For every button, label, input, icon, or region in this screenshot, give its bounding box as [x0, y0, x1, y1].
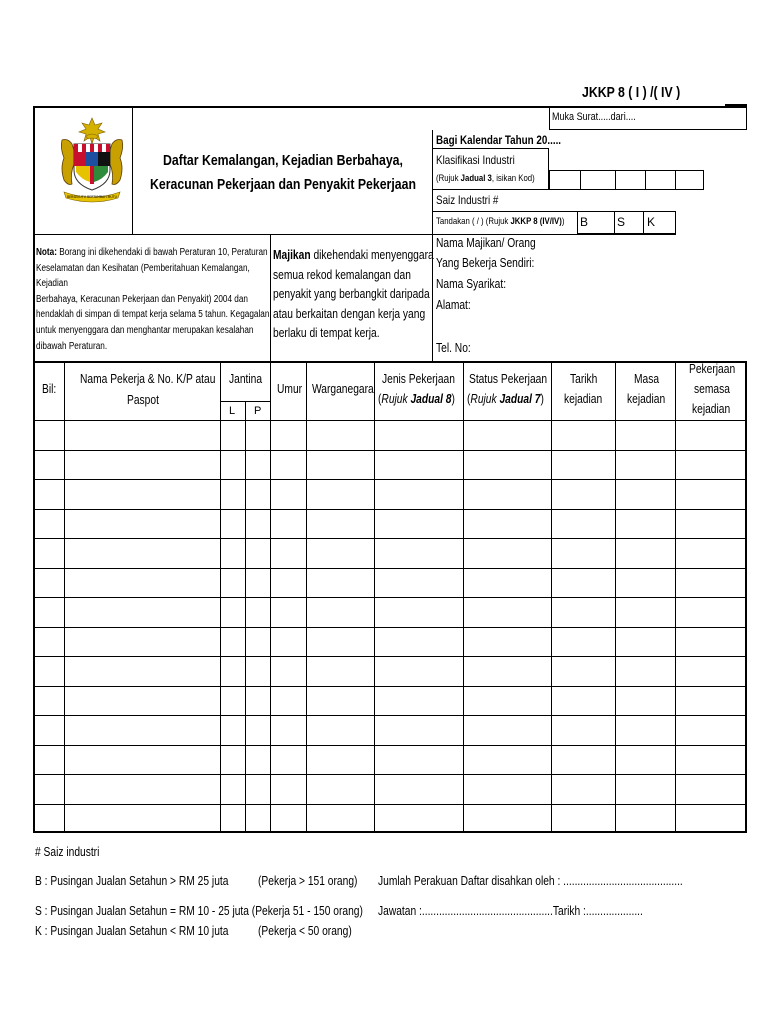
footer-jawatan: Jawatan :..............................................Tarikh :....................	[378, 904, 643, 918]
col-nama-2: Paspot	[127, 393, 159, 407]
size-code-field[interactable]	[577, 211, 676, 234]
col-bil: Bil:	[42, 382, 57, 396]
col-jantina: Jantina	[229, 372, 263, 386]
table-row	[33, 538, 747, 539]
majikan-line-2: semua rekod kemalangan dan	[273, 267, 411, 282]
col-pekerjaan-1: Pekerjaan	[689, 362, 736, 376]
form-code: JKKP 8 ( I ) /( IV )	[582, 84, 681, 101]
footer-heading: # Saiz industri	[35, 845, 100, 859]
table-row	[33, 745, 747, 746]
size-code-k: K	[647, 215, 656, 229]
title-bottom-line	[33, 234, 432, 235]
nama-syarikat-label: Nama Syarikat:	[436, 277, 507, 291]
col-jantina-p: P	[254, 405, 262, 417]
muka-surat-text: Muka Surat.....dari....	[552, 111, 636, 123]
bagi-kalendar: Bagi Kalendar Tahun 20.....	[436, 133, 562, 147]
table-row	[33, 568, 747, 569]
klasifikasi-note: (Rujuk Jadual 3, isikan Kod)	[436, 173, 535, 184]
nota-line-5: untuk menyenggara dan menghantar merupakan kesalahan	[36, 324, 254, 336]
col-jenis-1: Jenis Pekerjaan	[382, 372, 455, 386]
klasifikasi-label: Klasifikasi Industri	[436, 153, 515, 167]
col-umur: Umur	[277, 382, 303, 396]
nota-line-4: hendaklah di simpan di tempat kerja selama 5 tahun. Kegagalan	[36, 309, 270, 321]
rule	[615, 170, 616, 190]
table-row	[33, 774, 747, 775]
col-pekerjaan-2: semasa	[694, 382, 730, 396]
nota-line-2: Keselamatan dan Kesihatan (Pemberitahuan Kemalangan, Kejadian	[36, 262, 250, 290]
majikan-line-5: berlaku di tempat kerja.	[273, 326, 380, 340]
table-row	[33, 450, 747, 451]
text: dikehendaki menyenggara	[310, 248, 434, 262]
size-code-s: S	[617, 215, 626, 229]
klasifikasi-code-field[interactable]	[549, 170, 704, 190]
rule	[645, 170, 646, 190]
table-row	[33, 479, 747, 480]
rule	[33, 420, 747, 421]
table-row	[33, 686, 747, 687]
nota-block	[36, 245, 274, 354]
footer-s-line: S : Pusingan Jualan Setahun = RM 10 - 25 juta (Pekerja 51 - 150 orang)	[35, 904, 363, 918]
table-row	[33, 715, 747, 716]
nota-line-6: dibawah Peraturan.	[36, 340, 108, 352]
majikan-line-4: atau berkaitan dengan kerja yang	[273, 306, 426, 321]
col-nama-1: Nama Pekerja & No. K/P atau	[80, 372, 216, 386]
text: Borang ini dikehendaki di bawah Peraturan 10, Peraturan	[56, 247, 268, 258]
crest-divider	[132, 106, 133, 234]
crest-motto: BERSEKUTU BERTAMBAH MUTU	[66, 195, 118, 199]
col-status-2: (Rujuk Jadual 7)	[467, 392, 544, 406]
col-tarikh-1: Tarikh	[570, 372, 598, 386]
table-row	[33, 627, 747, 628]
saiz-industri-label: Saiz Industri #	[436, 193, 499, 207]
tel-label: Tel. No:	[436, 341, 471, 355]
footer-b-pekerja: (Pekerja > 151 orang)	[258, 874, 358, 888]
nama-majikan-label-2: Yang Bekerja Sendiri:	[436, 256, 535, 270]
rule	[643, 211, 644, 234]
table-row	[33, 804, 747, 805]
form-title-line-1: Daftar Kemalangan, Kejadian Berbahaya,	[163, 152, 403, 169]
table-row	[33, 509, 747, 510]
footer-b-line: B : Pusingan Jualan Setahun > RM 25 juta	[35, 874, 229, 888]
size-code-b: B	[580, 215, 589, 229]
nota-line-3: Berbahaya, Keracunan Pekerjaan dan Penyakit) 2004 dan	[36, 293, 248, 305]
majikan-label: Majikan	[273, 248, 311, 262]
rule	[580, 170, 581, 190]
nota-label: Nota:	[36, 247, 57, 258]
table-row	[33, 597, 747, 598]
col-warganegara: Warganegara	[312, 382, 374, 396]
nama-majikan-label-1: Nama Majikan/ Orang	[436, 236, 536, 250]
rule	[432, 234, 676, 235]
table-row	[33, 656, 747, 657]
col-masa-1: Masa	[634, 372, 660, 386]
footer-k-line: K : Pusingan Jualan Setahun < RM 10 juta	[35, 924, 229, 938]
coat-of-arms-icon	[52, 114, 132, 210]
col-pekerjaan-3: kejadian	[692, 402, 731, 416]
rule	[614, 211, 615, 234]
col-masa-2: kejadian	[627, 392, 666, 406]
tandakan-note: Tandakan ( / ) (Rujuk JKKP 8 (IV/IV))	[436, 216, 565, 227]
rule	[245, 401, 246, 833]
footer-k-pekerja: (Pekerja < 50 orang)	[258, 924, 352, 938]
majikan-line-3: penyakit yang berbangkit daripada	[273, 287, 430, 301]
alamat-label: Alamat:	[436, 298, 471, 312]
col-jenis-2: (Rujuk Jadual 8)	[378, 392, 455, 406]
majikan-block	[273, 246, 437, 344]
coat-of-arms	[52, 114, 132, 210]
rule	[675, 170, 676, 190]
footer-jumlah: Jumlah Perakuan Daftar disahkan oleh : ..........................................	[378, 874, 683, 888]
col-tarikh-2: kejadian	[564, 392, 603, 406]
col-status-1: Status Pekerjaan	[469, 372, 548, 386]
col-jantina-l: L	[229, 405, 236, 417]
form-title-line-2: Keracunan Pekerjaan dan Penyakit Pekerjaan	[150, 176, 416, 193]
